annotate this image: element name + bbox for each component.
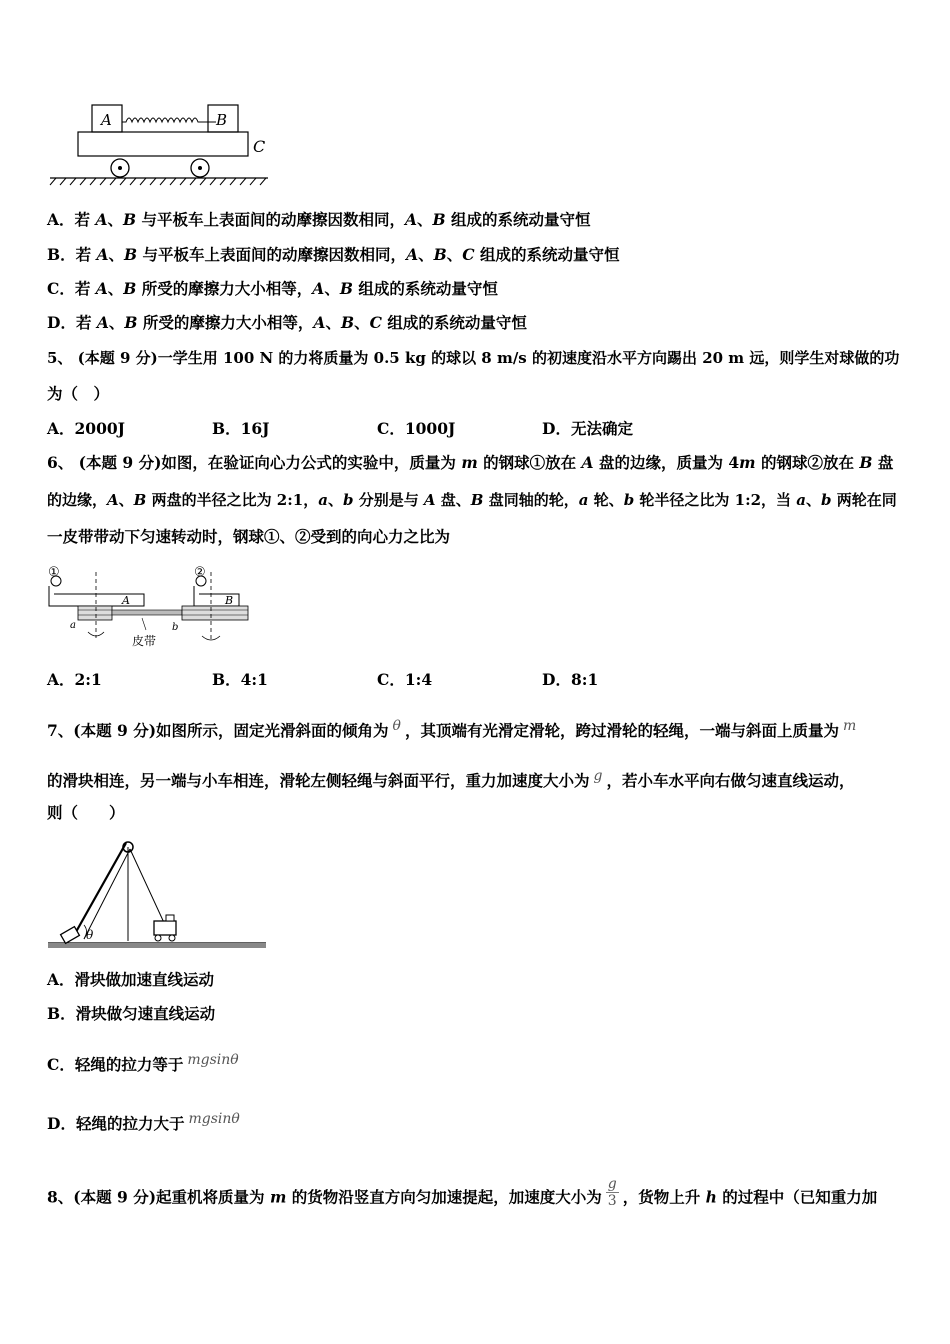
q6-option-b[interactable]: B．4:1 [212,670,268,689]
fig-wheel-b: b [172,622,179,633]
q6-option-d[interactable]: D．8:1 [542,670,599,689]
q5-option-d[interactable]: D．无法确定 [542,419,633,438]
q5-option-c[interactable]: C．1000J [377,419,456,438]
fig-label-c: C [253,137,266,156]
fig-label-a: A [101,111,112,129]
formula-mgsin-d: mgsinθ [188,1111,240,1127]
fig-disc-b: B [225,594,234,607]
q7-option-b[interactable]: B．滑块做匀速直线运动 [47,1004,216,1023]
fig-ball-2: ② [194,565,206,580]
q4-option-c[interactable]: C．若 A、B 所受的摩擦力大小相等，A、B 组成的系统动量守恒 [47,279,498,298]
formula-mgsin-c: mgsinθ [187,1052,239,1068]
mass-symbol: m [842,718,857,734]
fig-disc-a: A [122,594,130,607]
q7-stem-line3: 则（ ） [47,803,125,822]
q4-option-a[interactable]: A．若 A、B 与平板车上表面间的动摩擦因数相同，A、B 组成的系统动量守恒 [47,210,591,229]
q8-stem-line1: 8、(本题 9 分)起重机将质量为 m 的货物沿竖直方向匀加速提起，加速度大小为 $\frac{g}{3}$ ，货物上升 h 的过程中（已知重力加 [47,1176,878,1209]
q7-stem-line1: 7、(本题 9 分)如图所示，固定光滑斜面的倾角为 $^\theta$ ，其顶端有光滑定滑轮，跨过滑轮的轻绳，一端与斜面上质量为 $^m$ [47,718,857,741]
q6-option-c[interactable]: C．1:4 [377,670,433,689]
q5-stem-line2: 为（ ） [47,384,110,403]
fig-wheel-a: a [70,620,76,631]
q4-option-b[interactable]: B．若 A、B 与平板车上表面间的动摩擦因数相同，A、B、C 组成的系统动量守恒 [47,245,620,264]
fig-ball-1: ① [48,565,60,580]
fig-belt-label: 皮带 [132,634,157,648]
centripetal-apparatus-figure [44,558,254,653]
q7-option-d[interactable]: D．轻绳的拉力大于 $^{mgsin\theta}$ [47,1111,240,1134]
q7-option-c[interactable]: C．轻绳的拉力等于 $^{mgsin\theta}$ [47,1052,239,1075]
fig-label-b: B [216,111,228,129]
g-symbol: g [593,768,603,784]
q5-stem-line1: 5、 (本题 9 分)一学生用 100 N 的力将质量为 0.5 kg 的球以 8 m/s 的初速度沿水平方向踢出 20 m 远，则学生对球做的功 [47,349,900,367]
incline-pulley-figure [48,835,268,955]
spring-cart-figure [48,100,278,190]
q7-stem-line2: 的滑块相连，另一端与小车相连，滑轮左侧轻绳与斜面平行，重力加速度大小为 $^g$ ，若小车水平向右做匀速直线运动， [47,768,855,791]
q6-option-a[interactable]: A．2:1 [47,670,102,689]
q4-option-d[interactable]: D．若 A、B 所受的摩擦力大小相等，A、B、C 组成的系统动量守恒 [47,313,527,332]
fig-theta-label: θ [86,928,94,942]
fraction-g-over-3: $\frac{g}{3}$ [607,1176,617,1209]
theta-symbol: θ [392,718,401,734]
q6-stem-line1: 6、 (本题 9 分)如图，在验证向心力公式的实验中，质量为 m 的钢球①放在 A 盘的边缘，质量为 4m 的钢球②放在 B 盘 [47,453,894,472]
q5-option-a[interactable]: A．2000J [47,419,125,438]
q5-option-b[interactable]: B．16J [212,419,270,438]
q6-stem-line2: 的边缘，A、B 两盘的半径之比为 2:1，a、b 分别是与 A 盘、B 盘同轴的轮，a 轮、b 轮半径之比为 1:2，当 a、b 两轮在同 [47,491,897,509]
q7-option-a[interactable]: A．滑块做加速直线运动 [47,970,215,989]
q6-stem-line3: 一皮带带动下匀速转动时，钢球①、②受到的向心力之比为 [47,527,451,546]
